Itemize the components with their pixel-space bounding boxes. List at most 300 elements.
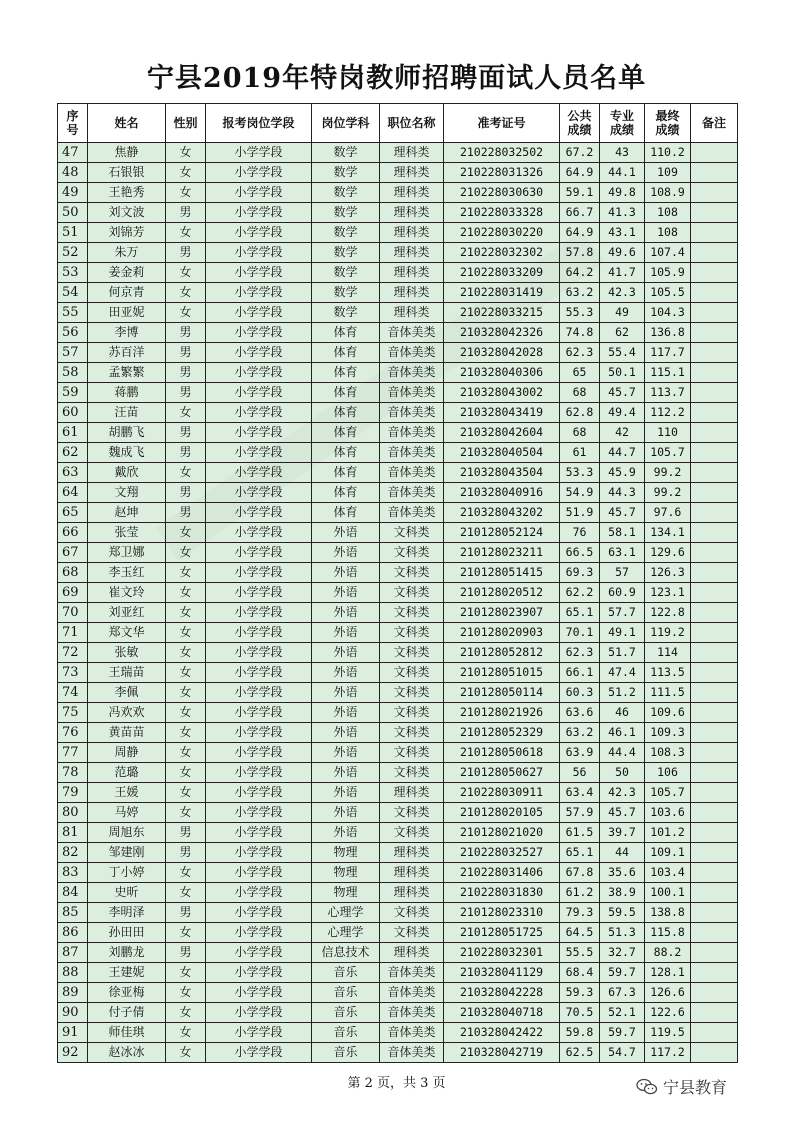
candidate-name: 孟繁繁: [88, 363, 166, 383]
header-category: 职位名称: [380, 104, 444, 143]
row-no: 63: [58, 463, 88, 483]
note: [691, 183, 738, 203]
stage: 小学学段: [206, 603, 312, 623]
professional-score: 38.9: [600, 883, 645, 903]
row-no: 48: [58, 163, 88, 183]
subject: 体育: [312, 383, 380, 403]
public-score: 62.3: [560, 343, 600, 363]
stage: 小学学段: [206, 583, 312, 603]
stage: 小学学段: [206, 923, 312, 943]
row-no: 81: [58, 823, 88, 843]
gender: 女: [166, 263, 206, 283]
subject: 数学: [312, 243, 380, 263]
category: 理科类: [380, 243, 444, 263]
category: 理科类: [380, 163, 444, 183]
category: 音体美类: [380, 963, 444, 983]
subject: 数学: [312, 203, 380, 223]
gender: 男: [166, 943, 206, 963]
category: 理科类: [380, 203, 444, 223]
ticket-number: 210328043419: [444, 403, 560, 423]
wechat-icon: [636, 1078, 658, 1096]
ticket-number: 210228031830: [444, 883, 560, 903]
professional-score: 35.6: [600, 863, 645, 883]
final-score: 110.2: [645, 143, 691, 163]
final-score: 99.2: [645, 483, 691, 503]
public-score: 59.3: [560, 983, 600, 1003]
gender: 男: [166, 323, 206, 343]
subject: 体育: [312, 403, 380, 423]
table-row: [58, 543, 738, 563]
ticket-number: 210128020512: [444, 583, 560, 603]
public-score: 61: [560, 443, 600, 463]
final-score: 105.7: [645, 783, 691, 803]
row-no: 71: [58, 623, 88, 643]
ticket-number: 210328040306: [444, 363, 560, 383]
professional-score: 46: [600, 703, 645, 723]
table-row: [58, 1023, 738, 1043]
table-row: [58, 523, 738, 543]
candidate-name: 刘亚红: [88, 603, 166, 623]
candidate-name: 李佩: [88, 683, 166, 703]
candidate-name: 李明泽: [88, 903, 166, 923]
category: 文科类: [380, 663, 444, 683]
category: 文科类: [380, 683, 444, 703]
public-score: 70.1: [560, 623, 600, 643]
gender: 女: [166, 223, 206, 243]
table-row: [58, 443, 738, 463]
category: 文科类: [380, 923, 444, 943]
category: 理科类: [380, 943, 444, 963]
note: [691, 303, 738, 323]
table-row: [58, 823, 738, 843]
professional-score: 42: [600, 423, 645, 443]
final-score: 126.6: [645, 983, 691, 1003]
public-score: 69.3: [560, 563, 600, 583]
row-no: 53: [58, 263, 88, 283]
candidate-name: 汪苗: [88, 403, 166, 423]
row-no: 58: [58, 363, 88, 383]
stage: 小学学段: [206, 543, 312, 563]
gender: 女: [166, 963, 206, 983]
row-no: 72: [58, 643, 88, 663]
candidate-name: 师佳琪: [88, 1023, 166, 1043]
table-row: [58, 863, 738, 883]
gender: 男: [166, 843, 206, 863]
final-score: 103.6: [645, 803, 691, 823]
professional-score: 54.7: [600, 1043, 645, 1063]
row-no: 67: [58, 543, 88, 563]
stage: 小学学段: [206, 363, 312, 383]
note: [691, 483, 738, 503]
final-score: 106: [645, 763, 691, 783]
category: 文科类: [380, 623, 444, 643]
category: 音体美类: [380, 363, 444, 383]
note: [691, 583, 738, 603]
professional-score: 46.1: [600, 723, 645, 743]
professional-score: 49.1: [600, 623, 645, 643]
gender: 女: [166, 983, 206, 1003]
candidate-name: 胡鹏飞: [88, 423, 166, 443]
final-score: 115.8: [645, 923, 691, 943]
gender: 女: [166, 523, 206, 543]
note: [691, 443, 738, 463]
public-score: 63.9: [560, 743, 600, 763]
candidate-name: 姜金莉: [88, 263, 166, 283]
public-score: 61.5: [560, 823, 600, 843]
subject: 外语: [312, 763, 380, 783]
note: [691, 663, 738, 683]
professional-score: 60.9: [600, 583, 645, 603]
row-no: 75: [58, 703, 88, 723]
final-score: 134.1: [645, 523, 691, 543]
stage: 小学学段: [206, 743, 312, 763]
row-no: 88: [58, 963, 88, 983]
subject: 数学: [312, 183, 380, 203]
table-row: [58, 983, 738, 1003]
category: 音体美类: [380, 323, 444, 343]
professional-score: 58.1: [600, 523, 645, 543]
gender: 女: [166, 1003, 206, 1023]
candidate-name: 周旭东: [88, 823, 166, 843]
public-score: 55.5: [560, 943, 600, 963]
gender: 女: [166, 763, 206, 783]
subject: 体育: [312, 503, 380, 523]
stage: 小学学段: [206, 443, 312, 463]
subject: 外语: [312, 603, 380, 623]
candidate-name: 刘文波: [88, 203, 166, 223]
candidate-name: 刘锦芳: [88, 223, 166, 243]
header-final-score: 最终 成绩: [645, 104, 691, 143]
ticket-number: 210228032527: [444, 843, 560, 863]
note: [691, 263, 738, 283]
professional-score: 45.7: [600, 803, 645, 823]
subject: 外语: [312, 703, 380, 723]
row-no: 47: [58, 143, 88, 163]
ticket-number: 210328043202: [444, 503, 560, 523]
category: 音体美类: [380, 343, 444, 363]
stage: 小学学段: [206, 223, 312, 243]
table-row: [58, 483, 738, 503]
note: [691, 823, 738, 843]
public-score: 63.6: [560, 703, 600, 723]
gender: 女: [166, 883, 206, 903]
category: 音体美类: [380, 463, 444, 483]
professional-score: 59.7: [600, 1023, 645, 1043]
final-score: 123.1: [645, 583, 691, 603]
note: [691, 723, 738, 743]
stage: 小学学段: [206, 943, 312, 963]
ticket-number: 210228032502: [444, 143, 560, 163]
note: [691, 403, 738, 423]
category: 理科类: [380, 783, 444, 803]
gender: 女: [166, 683, 206, 703]
candidate-name: 史昕: [88, 883, 166, 903]
stage: 小学学段: [206, 523, 312, 543]
table-row: [58, 203, 738, 223]
gender: 女: [166, 623, 206, 643]
stage: 小学学段: [206, 983, 312, 1003]
candidate-name: 文翔: [88, 483, 166, 503]
row-no: 68: [58, 563, 88, 583]
category: 文科类: [380, 823, 444, 843]
ticket-number: 210228032302: [444, 243, 560, 263]
gender: 女: [166, 743, 206, 763]
category: 理科类: [380, 263, 444, 283]
row-no: 76: [58, 723, 88, 743]
note: [691, 463, 738, 483]
public-score: 53.3: [560, 463, 600, 483]
category: 音体美类: [380, 383, 444, 403]
table-row: [58, 923, 738, 943]
row-no: 65: [58, 503, 88, 523]
category: 音体美类: [380, 403, 444, 423]
candidate-name: 王媛: [88, 783, 166, 803]
gender: 女: [166, 563, 206, 583]
public-score: 59.8: [560, 1023, 600, 1043]
gender: 女: [166, 703, 206, 723]
table-row: [58, 583, 738, 603]
professional-score: 67.3: [600, 983, 645, 1003]
candidate-name: 戴欣: [88, 463, 166, 483]
professional-score: 52.1: [600, 1003, 645, 1023]
subject: 体育: [312, 463, 380, 483]
ticket-number: 210128052329: [444, 723, 560, 743]
public-score: 57.8: [560, 243, 600, 263]
subject: 体育: [312, 423, 380, 443]
note: [691, 243, 738, 263]
subject: 音乐: [312, 1003, 380, 1023]
professional-score: 59.7: [600, 963, 645, 983]
final-score: 126.3: [645, 563, 691, 583]
final-score: 101.2: [645, 823, 691, 843]
ticket-number: 210128020903: [444, 623, 560, 643]
candidate-name: 孙田田: [88, 923, 166, 943]
candidate-name: 马婷: [88, 803, 166, 823]
note: [691, 703, 738, 723]
subject: 体育: [312, 443, 380, 463]
ticket-number: 210228033328: [444, 203, 560, 223]
table-row: [58, 683, 738, 703]
gender: 男: [166, 503, 206, 523]
gender: 男: [166, 363, 206, 383]
candidate-name: 徐亚梅: [88, 983, 166, 1003]
ticket-number: 210128020105: [444, 803, 560, 823]
category: 音体美类: [380, 423, 444, 443]
professional-score: 51.3: [600, 923, 645, 943]
note: [691, 603, 738, 623]
category: 文科类: [380, 583, 444, 603]
professional-score: 63.1: [600, 543, 645, 563]
final-score: 117.7: [645, 343, 691, 363]
category: 文科类: [380, 543, 444, 563]
stage: 小学学段: [206, 243, 312, 263]
note: [691, 143, 738, 163]
public-score: 64.5: [560, 923, 600, 943]
ticket-number: 210228030220: [444, 223, 560, 243]
ticket-number: 210228030911: [444, 783, 560, 803]
category: 理科类: [380, 843, 444, 863]
subject: 数学: [312, 143, 380, 163]
public-score: 64.9: [560, 223, 600, 243]
category: 文科类: [380, 643, 444, 663]
row-no: 51: [58, 223, 88, 243]
final-score: 119.2: [645, 623, 691, 643]
public-score: 65: [560, 363, 600, 383]
gender: 男: [166, 343, 206, 363]
professional-score: 49.6: [600, 243, 645, 263]
note: [691, 323, 738, 343]
public-score: 63.2: [560, 283, 600, 303]
gender: 女: [166, 283, 206, 303]
table-row: [58, 703, 738, 723]
subject: 物理: [312, 883, 380, 903]
table-row: [58, 763, 738, 783]
public-score: 51.9: [560, 503, 600, 523]
professional-score: 55.4: [600, 343, 645, 363]
table-row: [58, 163, 738, 183]
gender: 女: [166, 1023, 206, 1043]
category: 理科类: [380, 143, 444, 163]
public-score: 54.9: [560, 483, 600, 503]
candidate-name: 赵坤: [88, 503, 166, 523]
subject: 体育: [312, 323, 380, 343]
note: [691, 743, 738, 763]
category: 文科类: [380, 523, 444, 543]
professional-score: 42.3: [600, 783, 645, 803]
row-no: 78: [58, 763, 88, 783]
ticket-number: 210328041129: [444, 963, 560, 983]
subject: 心理学: [312, 923, 380, 943]
public-score: 68.4: [560, 963, 600, 983]
final-score: 112.2: [645, 403, 691, 423]
professional-score: 43: [600, 143, 645, 163]
table-row: [58, 663, 738, 683]
gender: 女: [166, 643, 206, 663]
candidate-name: 李玉红: [88, 563, 166, 583]
stage: 小学学段: [206, 963, 312, 983]
final-score: 107.4: [645, 243, 691, 263]
gender: 女: [166, 163, 206, 183]
public-score: 70.5: [560, 1003, 600, 1023]
table-row: [58, 603, 738, 623]
category: 文科类: [380, 723, 444, 743]
table-row: [58, 643, 738, 663]
final-score: 108.3: [645, 743, 691, 763]
row-no: 56: [58, 323, 88, 343]
gender: 女: [166, 1043, 206, 1063]
public-score: 67.2: [560, 143, 600, 163]
table-row: [58, 503, 738, 523]
ticket-number: 210328042719: [444, 1043, 560, 1063]
row-no: 92: [58, 1043, 88, 1063]
final-score: 105.9: [645, 263, 691, 283]
note: [691, 383, 738, 403]
note: [691, 623, 738, 643]
header-stage: 报考岗位学段: [206, 104, 312, 143]
note: [691, 223, 738, 243]
candidate-name: 周静: [88, 743, 166, 763]
note: [691, 803, 738, 823]
category: 理科类: [380, 863, 444, 883]
stage: 小学学段: [206, 643, 312, 663]
ticket-number: 210228033215: [444, 303, 560, 323]
table-row: [58, 403, 738, 423]
row-no: 84: [58, 883, 88, 903]
subject: 体育: [312, 483, 380, 503]
table-body: [58, 143, 738, 1063]
final-score: 109.3: [645, 723, 691, 743]
gender: 男: [166, 203, 206, 223]
subject: 信息技术: [312, 943, 380, 963]
candidate-name: 田亚妮: [88, 303, 166, 323]
ticket-number: 210228033209: [444, 263, 560, 283]
professional-score: 49.8: [600, 183, 645, 203]
final-score: 110: [645, 423, 691, 443]
ticket-number: 210328040916: [444, 483, 560, 503]
subject: 数学: [312, 263, 380, 283]
note: [691, 1023, 738, 1043]
stage: 小学学段: [206, 483, 312, 503]
table-row: [58, 723, 738, 743]
stage: 小学学段: [206, 723, 312, 743]
stage: 小学学段: [206, 763, 312, 783]
professional-score: 32.7: [600, 943, 645, 963]
final-score: 138.8: [645, 903, 691, 923]
category: 音体美类: [380, 983, 444, 1003]
category: 文科类: [380, 603, 444, 623]
category: 音体美类: [380, 483, 444, 503]
ticket-number: 210228031326: [444, 163, 560, 183]
gender: 女: [166, 723, 206, 743]
gender: 男: [166, 423, 206, 443]
note: [691, 563, 738, 583]
category: 音体美类: [380, 1023, 444, 1043]
stage: 小学学段: [206, 283, 312, 303]
row-no: 57: [58, 343, 88, 363]
category: 文科类: [380, 763, 444, 783]
row-no: 70: [58, 603, 88, 623]
note: [691, 423, 738, 443]
table-row: [58, 363, 738, 383]
note: [691, 543, 738, 563]
subject: 音乐: [312, 983, 380, 1003]
table-row: [58, 623, 738, 643]
ticket-number: 210228030630: [444, 183, 560, 203]
table-row: [58, 283, 738, 303]
header-ticket: 准考证号: [444, 104, 560, 143]
table-row: [58, 263, 738, 283]
note: [691, 363, 738, 383]
row-no: 73: [58, 663, 88, 683]
ticket-number: 210228032301: [444, 943, 560, 963]
public-score: 65.1: [560, 603, 600, 623]
final-score: 97.6: [645, 503, 691, 523]
professional-score: 44.1: [600, 163, 645, 183]
stage: 小学学段: [206, 163, 312, 183]
final-score: 113.7: [645, 383, 691, 403]
ticket-number: 210128050618: [444, 743, 560, 763]
final-score: 99.2: [645, 463, 691, 483]
subject: 外语: [312, 803, 380, 823]
professional-score: 50.1: [600, 363, 645, 383]
subject: 外语: [312, 663, 380, 683]
note: [691, 683, 738, 703]
note: [691, 963, 738, 983]
final-score: 108: [645, 223, 691, 243]
row-no: 74: [58, 683, 88, 703]
category: 音体美类: [380, 503, 444, 523]
table-row: [58, 223, 738, 243]
